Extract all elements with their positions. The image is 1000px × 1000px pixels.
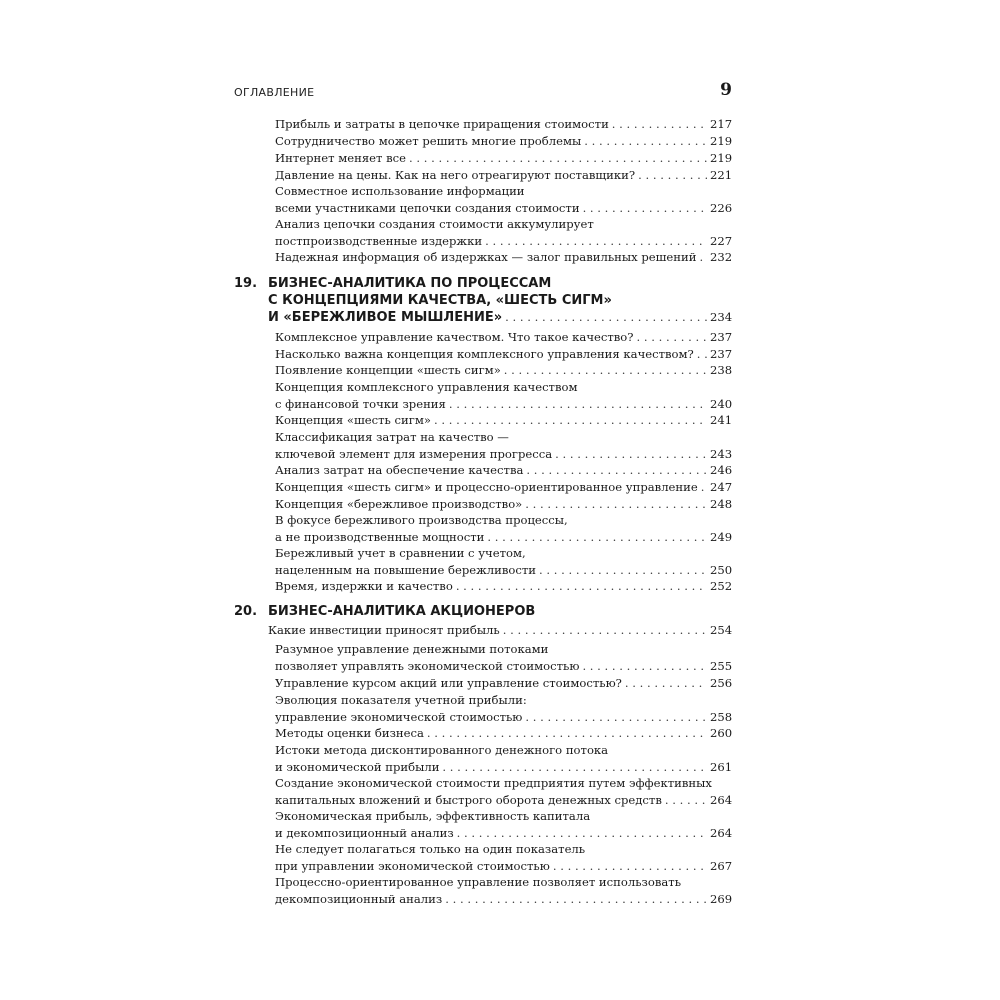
toc-entry[interactable] [275,462,732,479]
entry-title-text: а не производственные мощности [275,529,485,544]
entry-page-number: 221 [710,168,733,182]
entry-line [268,293,732,310]
entry-page-number: 264 [710,825,733,840]
entry-title-text: Методы оценки бизнеса [275,726,424,740]
entry-title-text: И «БЕРЕЖЛИВОЕ МЫШЛЕНИЕ» [268,310,503,325]
toc-entry[interactable] [275,479,732,496]
entry-page-number: 243 [710,446,733,461]
toc-entry[interactable] [275,249,732,266]
entry-title-text: Комплексное управление качеством. Что такое качество? [275,330,634,344]
toc-entry[interactable] [275,150,732,167]
entry-title-text: БИЗНЕС-АНАЛИТИКА ПО ПРОЦЕССАМ [268,276,552,291]
entry-line [275,641,732,658]
entry-page-number: 219 [710,151,733,165]
dot-leader [456,578,707,595]
entry-line [275,183,732,200]
toc-entry[interactable] [275,545,732,578]
dot-leader [409,150,707,167]
chapter-number: 20. [234,604,258,619]
entry-title-text: нацеленным на повышение бережливости [275,562,537,577]
entry-title-text: Сотрудничество может решить многие проблемы [275,134,582,148]
entry-line [275,429,732,446]
entry-page-number: 264 [710,792,733,807]
entry-page-number: 269 [710,891,733,906]
toc-entry[interactable] [275,412,732,429]
dot-leader [637,329,708,346]
entry-line [275,658,732,675]
entry-line [275,692,732,709]
dot-leader [505,309,707,326]
entry-page-number: 250 [710,562,733,577]
entry-title-text: позволяет управлять экономической стоимостью [275,658,580,673]
entry-title-text: Прибыль и затраты в цепочке приращения стоимости [275,117,609,131]
dot-leader [457,825,707,842]
toc-entry[interactable] [275,183,732,216]
chapter-title[interactable] [268,276,732,327]
dot-leader [701,479,707,496]
entry-line [275,167,732,184]
entry-title-text: всеми участниками цепочки создания стоимости [275,200,580,215]
entry-line [275,329,732,346]
toc-entry[interactable] [275,725,732,742]
entry-title-text: Концепция комплексного управления качеством [275,380,578,394]
entry-title-text: управление экономической стоимостью [275,709,523,724]
entry-line [275,233,732,250]
dot-leader [553,858,707,875]
dot-leader [427,725,707,742]
entry-line [268,309,732,327]
dot-leader [699,249,707,266]
entry-line [275,825,732,842]
dot-leader [555,446,707,463]
entry-title-text: Давление на цены. Как на него отреагируют поставщики? [275,168,636,182]
toc-entry[interactable] [275,675,732,692]
entry-title-text: Концепция «шесть сигм» и процессно-ориентированное управление [275,480,698,494]
dot-leader [539,562,707,579]
entry-page-number: 241 [710,413,733,427]
toc-entry[interactable] [275,362,732,379]
entry-title-text: Истоки метода дисконтированного денежного потока [275,743,609,757]
entry-title-text: капитальных вложений и быстрого оборота денежных средств [275,792,662,807]
dot-leader [487,529,707,546]
entry-line [275,891,732,908]
entry-line [275,116,732,133]
entry-title-text: Эволюция показателя учетной прибыли: [275,693,527,707]
entry-page-number: 237 [710,330,733,344]
entry-line [268,276,732,293]
chapter-title[interactable] [268,604,732,621]
toc-entry[interactable] [275,775,732,808]
entry-page-number: 256 [710,676,733,690]
running-title: ОГЛАВЛЕНИЕ [234,86,315,99]
entry-line [275,742,732,759]
toc-entry[interactable] [275,692,732,725]
dot-leader [612,116,707,133]
entry-line [275,562,732,579]
dot-leader [525,709,707,726]
toc-entry[interactable] [275,578,732,595]
entry-page-number: 232 [710,250,733,264]
entry-line [275,346,732,363]
entry-title-text: Разумное управление денежными потоками [275,642,549,656]
entry-title-text: с финансовой точки зрения [275,396,446,411]
entry-page-number: 227 [710,233,733,248]
entry-line [275,759,732,776]
dot-leader [638,167,707,184]
entry-line [275,792,732,809]
entry-title-text: Концепция «бережливое производство» [275,497,523,511]
entry-title-text: Появление концепции «шесть сигм» [275,363,501,377]
entry-line [268,604,732,621]
toc-entry[interactable] [275,116,732,133]
dot-leader [504,362,707,379]
toc-entry[interactable] [275,379,732,412]
entry-line [268,622,732,639]
entry-page-number: 240 [710,396,733,411]
entry-page-number: 234 [710,310,733,324]
entry-page-number: 248 [710,497,733,511]
entry-title-text: Анализ затрат на обеспечение качества [275,463,524,477]
entry-page-number: 238 [710,363,733,377]
entry-title-text: ключевой элемент для измерения прогресса [275,446,553,461]
entry-page-number: 237 [710,347,733,361]
dot-leader [526,462,707,479]
entry-page-number: 246 [710,463,733,477]
entry-line [275,512,732,529]
chapter-number: 19. [234,276,258,291]
entry-line [275,249,732,266]
entry-page-number: 226 [710,200,733,215]
toc-entry[interactable] [275,429,732,462]
dot-leader [442,759,707,776]
toc-entry[interactable] [275,329,732,346]
dot-leader [582,658,707,675]
entry-page-number: 261 [710,759,733,774]
entry-page-number: 217 [710,117,733,131]
entry-title-text: и экономической прибыли [275,759,440,774]
entry-line [275,529,732,546]
entry-title-text: Экономическая прибыль, эффективность капитала [275,809,591,823]
entry-line [275,841,732,858]
entry-title-text: Совместное использование информации [275,184,525,198]
entry-line [275,200,732,217]
entry-page-number: 254 [710,623,733,637]
toc-entry[interactable] [275,808,732,841]
entry-line [275,725,732,742]
entry-line [275,379,732,396]
entry-page-number: 255 [710,658,733,673]
toc-entry[interactable] [275,133,732,150]
entry-title-text: В фокусе бережливого производства процессы, [275,513,568,527]
entry-page-number: 260 [710,726,733,740]
entry-line [275,412,732,429]
dot-leader [584,133,707,150]
entry-line [275,775,732,792]
toc-entry[interactable] [275,346,732,363]
toc-entry[interactable] [275,167,732,184]
dot-leader [625,675,707,692]
dot-leader [445,891,707,908]
entry-page-number: 267 [710,858,733,873]
entry-line [275,479,732,496]
entry-line [275,133,732,150]
entry-title-text: Классификация затрат на качество — [275,430,509,444]
entry-title-text: Управление курсом акций или управление стоимостью? [275,676,622,690]
entry-page-number: 219 [710,134,733,148]
entry-title-text: при управлении экономической стоимостью [275,858,550,873]
toc-entry[interactable] [275,742,732,775]
entry-line [275,675,732,692]
toc-entry[interactable] [275,496,732,513]
entry-page-number: 258 [710,709,733,724]
toc-entry[interactable] [275,874,732,907]
entry-title-text: Надежная информация об издержках — залог правильных решений [275,250,697,264]
entry-title-text: Насколько важна концепция комплексного управления качеством? [275,347,694,361]
dot-leader [665,792,707,809]
entry-title-text: и декомпозиционный анализ [275,825,454,840]
entry-title-text: С КОНЦЕПЦИЯМИ КАЧЕСТВА, «ШЕСТЬ СИГМ» [268,292,612,308]
entry-page-number: 252 [710,579,733,593]
toc-entry[interactable] [275,841,732,874]
entry-title-text: Создание экономической стоимости предприятия путем эффективных [275,776,712,790]
dot-leader [485,233,707,250]
entry-line [275,362,732,379]
entry-title-text: декомпозиционный анализ [275,891,443,906]
dot-leader [525,496,707,513]
entry-line [275,150,732,167]
entry-title-text: Какие инвестиции приносят прибыль [268,623,500,637]
dot-leader [434,412,707,429]
entry-line [275,216,732,233]
entry-title-text: Не следует полагаться только на один показатель [275,842,586,856]
entry-line [275,496,732,513]
dot-leader [449,396,707,413]
entry-line [275,462,732,479]
entry-title-text: Концепция «шесть сигм» [275,413,431,427]
entry-line [275,709,732,726]
page-number: 9 [720,80,732,100]
entry-line [275,446,732,463]
entry-line [275,396,732,413]
entry-line [275,808,732,825]
entry-title-text: Анализ цепочки создания стоимости аккумулирует [275,217,594,231]
entry-title-text: Процессно-ориентированное управление позволяет использовать [275,875,682,889]
entry-line [275,858,732,875]
toc-entry[interactable] [275,512,732,545]
entry-title-text: Интернет меняет все [275,151,406,165]
toc-entry[interactable] [275,216,732,249]
dot-leader [583,200,707,217]
entry-title-text: Бережливый учет в сравнении с учетом, [275,546,526,560]
toc-entry[interactable] [275,641,732,674]
entry-page-number: 247 [710,480,733,494]
entry-line [275,874,732,891]
entry-page-number: 249 [710,529,733,544]
dot-leader [503,622,707,639]
dot-leader [697,346,707,363]
entry-line [275,545,732,562]
entry-title-text: БИЗНЕС-АНАЛИТИКА АКЦИОНЕРОВ [268,604,536,619]
entry-line [275,578,732,595]
entry-title-text: Время, издержки и качество [275,579,453,593]
entry-title-text: постпроизводственные издержки [275,233,483,248]
toc-section[interactable] [268,622,732,639]
